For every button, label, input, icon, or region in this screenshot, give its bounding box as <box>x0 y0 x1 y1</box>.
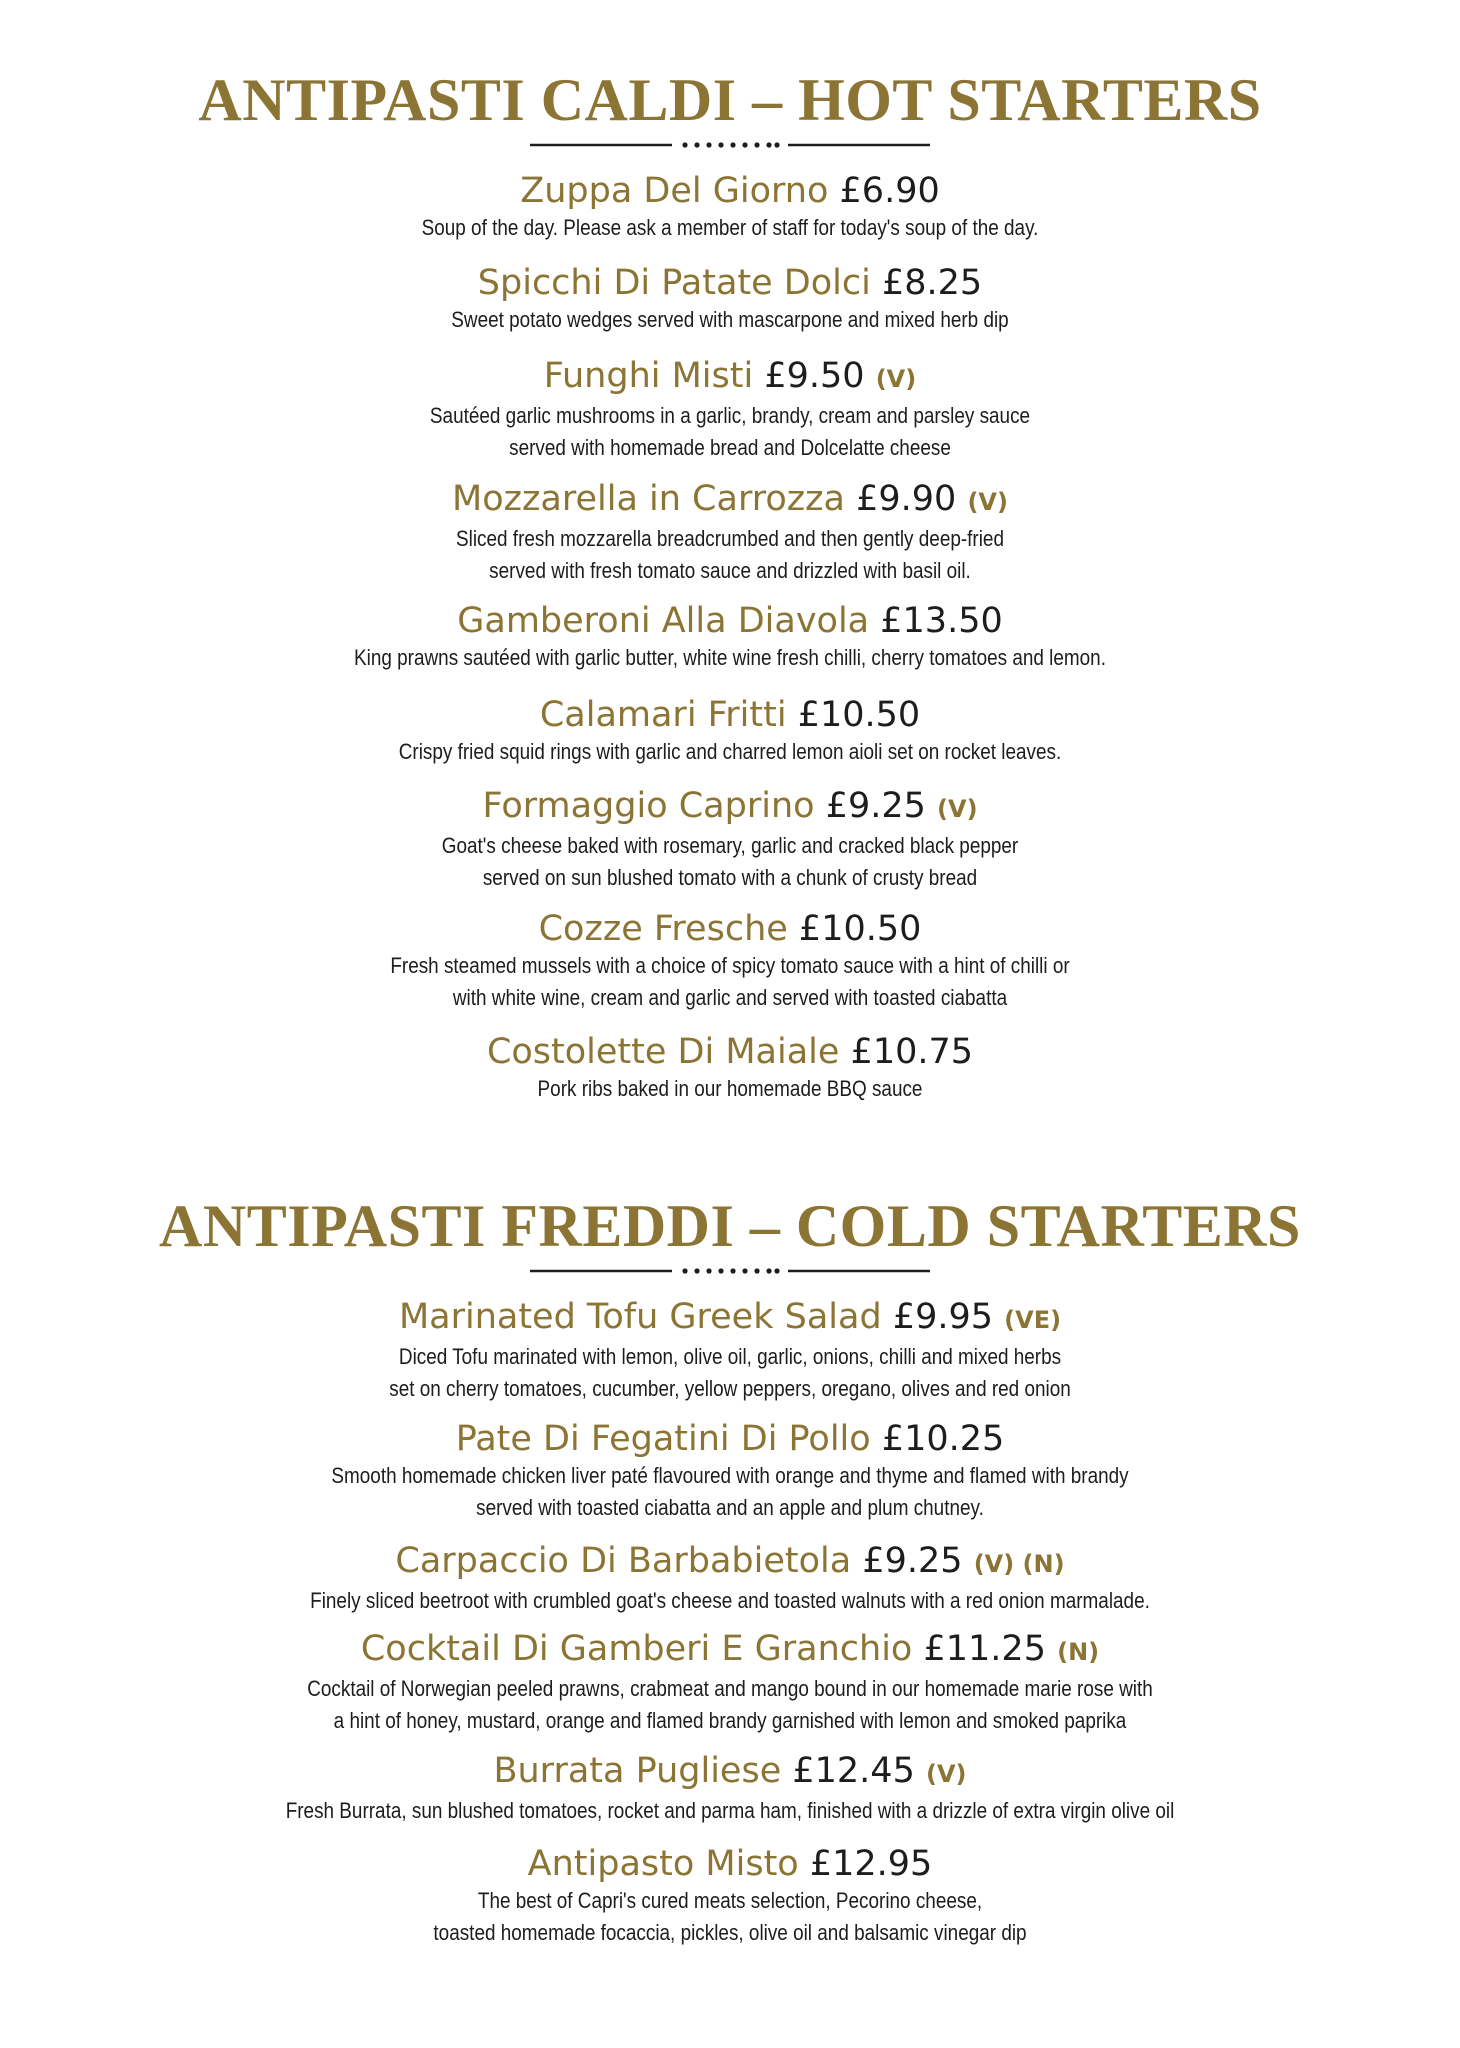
menu-item <box>0 262 1460 336</box>
item-name: Formaggio Caprino <box>482 786 815 826</box>
menu-item <box>0 785 1460 894</box>
dietary-tag: (V) (N) <box>973 1550 1065 1578</box>
menu-item <box>0 1418 1460 1524</box>
item-description: Crispy fried squid rings with garlic and charred lemon aioli set on rocket leaves. <box>398 739 1062 764</box>
dietary-tag: (V) <box>875 365 917 393</box>
item-name: Antipasto Misto <box>527 1844 799 1884</box>
dietary-tag: (V) <box>925 1760 967 1788</box>
item-description: King prawns sautéed with garlic butter, white wine fresh chilli, cherry tomatoes and lemon. <box>354 645 1106 670</box>
menu-item <box>0 355 1460 464</box>
item-price: £6.90 <box>839 171 940 211</box>
menu-item <box>0 1540 1460 1617</box>
item-description: Sliced fresh mozzarella breadcrumbed and then gently deep-fried served with fresh tomato sauce and drizzled with basil oil. <box>456 526 1004 583</box>
item-price: £10.75 <box>850 1032 974 1072</box>
item-description: Pork ribs baked in our homemade BBQ sauce <box>537 1076 923 1101</box>
item-description: Smooth homemade chicken liver paté flavoured with orange and thyme and flamed with brandy served with toasted ciabatta and an apple and plum chutney. <box>331 1463 1129 1520</box>
menu-item <box>0 600 1460 674</box>
item-price: £13.50 <box>880 601 1003 641</box>
item-description: Diced Tofu marinated with lemon, olive oil, garlic, onions, chilli and mixed herbs set on cherry tomatoes, cucumber, yellow peppers, oregano, olives and red onion <box>389 1344 1071 1401</box>
section-divider <box>0 138 1460 152</box>
menu-item <box>0 1628 1460 1737</box>
menu-item <box>0 908 1460 1014</box>
item-price: £10.50 <box>797 695 921 735</box>
item-description: Sautéed garlic mushrooms in a garlic, brandy, cream and parsley sauce served with homemade bread and Dolcelatte cheese <box>429 403 1031 460</box>
item-name: Calamari Fritti <box>539 695 787 735</box>
item-description: Finely sliced beetroot with crumbled goat's cheese and toasted walnuts with a red onion marmalade. <box>310 1588 1150 1613</box>
item-price: £9.50 <box>764 356 865 396</box>
item-description: Goat's cheese baked with rosemary, garlic and cracked black pepper served on sun blushed tomato with a chunk of crusty bread <box>441 833 1019 890</box>
item-price: £9.90 <box>856 479 957 519</box>
item-price: £9.25 <box>862 1541 963 1581</box>
dietary-tag: (V) <box>937 795 978 823</box>
item-price: £12.45 <box>792 1751 915 1791</box>
item-name: Costolette Di Maiale <box>486 1032 840 1072</box>
menu-item <box>0 1296 1460 1405</box>
menu-item <box>0 694 1460 768</box>
dietary-tag: (N) <box>1057 1638 1100 1666</box>
item-price: £10.25 <box>881 1419 1005 1459</box>
item-price: £11.25 <box>923 1629 1046 1669</box>
item-description: Soup of the day. Please ask a member of staff for today's soup of the day. <box>421 215 1039 240</box>
item-name: Gamberoni Alla Diavola <box>457 601 870 641</box>
dietary-tag: (VE) <box>1004 1306 1062 1334</box>
section-title-cold-starters: ANTIPASTI FREDDI – COLD STARTERS <box>159 1193 1301 1259</box>
item-price: £10.50 <box>798 909 922 949</box>
menu-item <box>0 1750 1460 1827</box>
menu-item <box>0 1031 1460 1105</box>
item-name: Cocktail Di Gamberi E Granchio <box>360 1629 913 1669</box>
item-name: Funghi Misti <box>543 356 754 396</box>
item-price: £12.95 <box>809 1844 933 1884</box>
item-name: Marinated Tofu Greek Salad <box>398 1297 882 1337</box>
item-price: £9.25 <box>825 786 926 826</box>
item-name: Zuppa Del Giorno <box>520 171 829 211</box>
section-title-hot-starters: ANTIPASTI CALDI – HOT STARTERS <box>198 67 1262 133</box>
item-name: Mozzarella in Carrozza <box>452 479 845 519</box>
item-price: £8.25 <box>882 263 983 303</box>
item-description: Sweet potato wedges served with mascarpone and mixed herb dip <box>451 307 1009 332</box>
item-name: Carpaccio Di Barbabietola <box>395 1541 852 1581</box>
item-description: Fresh steamed mussels with a choice of spicy tomato sauce with a hint of chilli or with white wine, cream and garlic and served with toasted ciabatta <box>390 953 1070 1010</box>
item-name: Cozze Fresche <box>538 909 788 949</box>
item-description: The best of Capri's cured meats selection, Pecorino cheese, toasted homemade focaccia, pickles, olive oil and balsamic vinegar dip <box>433 1888 1027 1945</box>
item-description: Cocktail of Norwegian peeled prawns, crabmeat and mango bound in our homemade marie rose with a hint of honey, mustard, orange and flamed brandy garnished with lemon and smoked paprika <box>307 1676 1153 1733</box>
section-divider <box>0 1264 1460 1278</box>
dietary-tag: (V) <box>967 488 1008 516</box>
menu-item <box>0 170 1460 244</box>
item-name: Pate Di Fegatini Di Pollo <box>455 1419 871 1459</box>
item-name: Spicchi Di Patate Dolci <box>477 263 871 303</box>
menu-item <box>0 478 1460 587</box>
item-description: Fresh Burrata, sun blushed tomatoes, rocket and parma ham, finished with a drizzle of extra virgin olive oil <box>285 1798 1175 1823</box>
item-price: £9.95 <box>892 1297 994 1337</box>
item-name: Burrata Pugliese <box>493 1751 782 1791</box>
menu-item <box>0 1843 1460 1949</box>
